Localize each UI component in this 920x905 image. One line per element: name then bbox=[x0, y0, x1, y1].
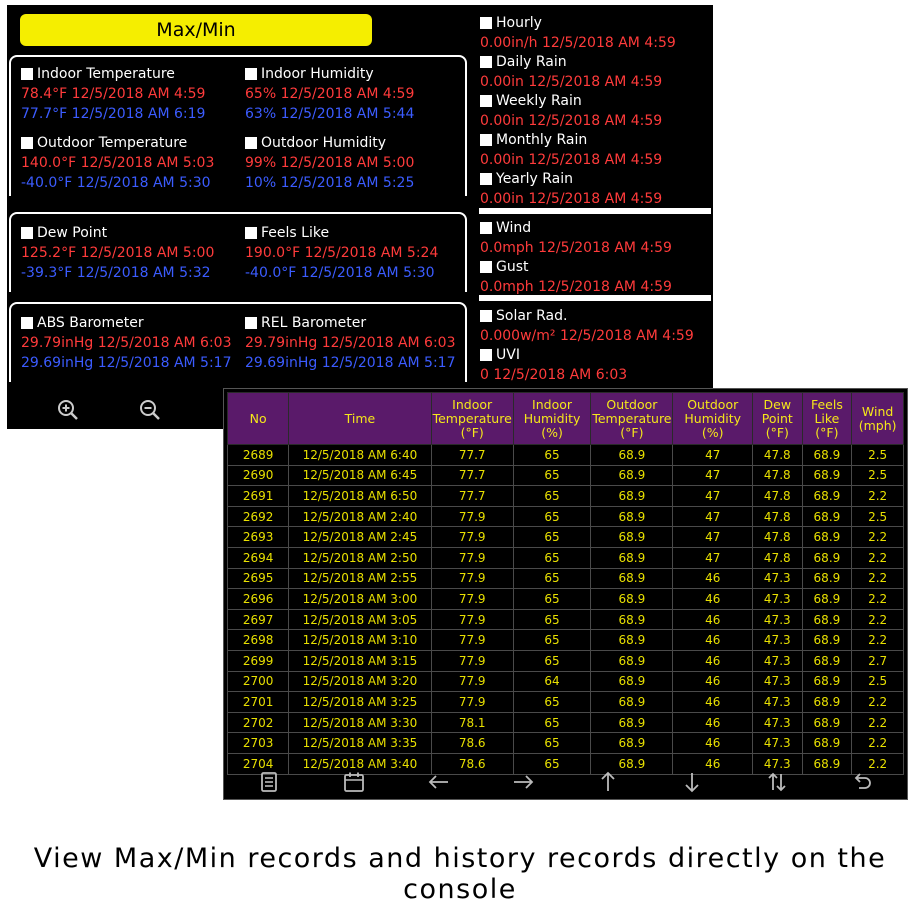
abs-barometer-max: 29.79inHg 12/5/2018 AM 6:03 bbox=[21, 335, 232, 351]
feels-like-label: Feels Like bbox=[261, 225, 330, 241]
cell-no: 2693 bbox=[228, 527, 289, 548]
cell-indoor-humidity: 65 bbox=[513, 733, 591, 754]
weekly-rain-label: Weekly Rain bbox=[496, 93, 582, 109]
cell-outdoor-temp: 68.9 bbox=[591, 589, 673, 610]
cell-wind: 2.2 bbox=[852, 486, 904, 507]
arrow-up-icon[interactable] bbox=[588, 768, 628, 796]
cell-indoor-temp: 77.9 bbox=[431, 671, 513, 692]
uvi-record bbox=[480, 345, 627, 385]
cell-feels-like: 68.9 bbox=[802, 630, 852, 651]
cell-outdoor-humidity: 46 bbox=[673, 733, 753, 754]
history-header-row bbox=[228, 393, 904, 445]
daily-rain-value: 0.00in 12/5/2018 AM 4:59 bbox=[480, 74, 663, 90]
cell-no: 2697 bbox=[228, 609, 289, 630]
cell-time: 12/5/2018 AM 3:30 bbox=[289, 712, 431, 733]
col-header-indoor-temp[interactable]: Indoor Temperature (°F) bbox=[431, 393, 513, 445]
cell-indoor-temp: 77.9 bbox=[431, 692, 513, 713]
cell-feels-like: 68.9 bbox=[802, 692, 852, 713]
col-header-time[interactable]: Time bbox=[289, 393, 431, 445]
col-header-no[interactable]: No bbox=[228, 393, 289, 445]
cell-indoor-humidity: 65 bbox=[513, 609, 591, 630]
cell-no: 2699 bbox=[228, 650, 289, 671]
outdoor-temperature-min: -40.0°F 12/5/2018 AM 5:30 bbox=[21, 175, 211, 191]
col-header-outdoor-humidity[interactable]: Outdoor Humidity (%) bbox=[673, 393, 753, 445]
cell-outdoor-humidity: 47 bbox=[673, 547, 753, 568]
daily-rain-record bbox=[480, 52, 662, 92]
cell-no: 2702 bbox=[228, 712, 289, 733]
history-toolbar bbox=[227, 767, 904, 797]
cell-outdoor-temp: 68.9 bbox=[591, 650, 673, 671]
table-row[interactable] bbox=[228, 650, 904, 671]
cell-indoor-temp: 78.1 bbox=[431, 712, 513, 733]
dew-point-checkbox[interactable] bbox=[21, 227, 33, 239]
solar-radiation-checkbox[interactable] bbox=[480, 310, 492, 322]
cell-indoor-humidity: 65 bbox=[513, 527, 591, 548]
cell-dew-point: 47.3 bbox=[752, 733, 802, 754]
cell-wind: 2.7 bbox=[852, 650, 904, 671]
cell-time: 12/5/2018 AM 3:35 bbox=[289, 733, 431, 754]
cell-time: 12/5/2018 AM 3:10 bbox=[289, 630, 431, 651]
col-header-outdoor-temp[interactable]: Outdoor Temperature (°F) bbox=[591, 393, 673, 445]
cell-wind: 2.5 bbox=[852, 506, 904, 527]
cell-indoor-temp: 77.9 bbox=[431, 506, 513, 527]
table-row[interactable] bbox=[228, 733, 904, 754]
cell-dew-point: 47.8 bbox=[752, 465, 802, 486]
hourly-rain-value: 0.00in/h 12/5/2018 AM 4:59 bbox=[480, 35, 676, 51]
outdoor-humidity-max: 99% 12/5/2018 AM 5:00 bbox=[245, 155, 415, 171]
history-panel bbox=[223, 388, 908, 800]
cell-indoor-temp: 78.6 bbox=[431, 733, 513, 754]
cell-time: 12/5/2018 AM 6:45 bbox=[289, 465, 431, 486]
cell-indoor-humidity: 65 bbox=[513, 753, 591, 774]
gust-label: Gust bbox=[496, 259, 529, 275]
cell-dew-point: 47.3 bbox=[752, 568, 802, 589]
cell-outdoor-humidity: 46 bbox=[673, 609, 753, 630]
cell-wind: 2.5 bbox=[852, 671, 904, 692]
indoor-temperature-min: 77.7°F 12/5/2018 AM 6:19 bbox=[21, 106, 206, 122]
solar-radiation-value: 0.000w/m² 12/5/2018 AM 4:59 bbox=[480, 328, 694, 344]
cell-feels-like: 68.9 bbox=[802, 547, 852, 568]
weekly-rain-record bbox=[480, 91, 662, 131]
outdoor-temperature-label: Outdoor Temperature bbox=[37, 135, 188, 151]
table-row[interactable] bbox=[228, 445, 904, 466]
indoor-temperature-checkbox[interactable] bbox=[21, 68, 33, 80]
table-row[interactable] bbox=[228, 465, 904, 486]
cell-outdoor-temp: 68.9 bbox=[591, 671, 673, 692]
cell-dew-point: 47.3 bbox=[752, 650, 802, 671]
cell-no: 2703 bbox=[228, 733, 289, 754]
cell-time: 12/5/2018 AM 3:15 bbox=[289, 650, 431, 671]
hourly-rain-checkbox[interactable] bbox=[480, 17, 492, 29]
monthly-rain-record bbox=[480, 130, 662, 170]
hourly-rain-record bbox=[480, 13, 676, 53]
cell-wind: 2.2 bbox=[852, 712, 904, 733]
cell-dew-point: 47.8 bbox=[752, 506, 802, 527]
cell-feels-like: 68.9 bbox=[802, 527, 852, 548]
outdoor-humidity-checkbox[interactable] bbox=[245, 137, 257, 149]
outdoor-temperature-record bbox=[21, 133, 214, 193]
cell-wind: 2.2 bbox=[852, 753, 904, 774]
abs-barometer-checkbox[interactable] bbox=[21, 317, 33, 329]
dew-point-record bbox=[21, 223, 214, 283]
cell-outdoor-humidity: 47 bbox=[673, 465, 753, 486]
cell-outdoor-temp: 68.9 bbox=[591, 547, 673, 568]
cell-dew-point: 47.3 bbox=[752, 630, 802, 651]
outdoor-humidity-record bbox=[245, 133, 414, 193]
cell-wind: 2.2 bbox=[852, 630, 904, 651]
cell-time: 12/5/2018 AM 3:05 bbox=[289, 609, 431, 630]
cell-feels-like: 68.9 bbox=[802, 712, 852, 733]
indoor-humidity-label: Indoor Humidity bbox=[261, 66, 374, 82]
cell-no: 2701 bbox=[228, 692, 289, 713]
cell-no: 2690 bbox=[228, 465, 289, 486]
col-header-dew-point[interactable]: Dew Point (°F) bbox=[752, 393, 802, 445]
cell-feels-like: 68.9 bbox=[802, 609, 852, 630]
yearly-rain-label: Yearly Rain bbox=[496, 171, 574, 187]
arrow-right-icon[interactable] bbox=[503, 768, 543, 796]
cell-wind: 2.2 bbox=[852, 733, 904, 754]
gust-record bbox=[480, 257, 672, 297]
cell-dew-point: 47.3 bbox=[752, 712, 802, 733]
history-table bbox=[227, 392, 904, 775]
cell-time: 12/5/2018 AM 3:00 bbox=[289, 589, 431, 610]
cell-indoor-humidity: 65 bbox=[513, 547, 591, 568]
table-row[interactable] bbox=[228, 547, 904, 568]
cell-outdoor-temp: 68.9 bbox=[591, 527, 673, 548]
cell-feels-like: 68.9 bbox=[802, 650, 852, 671]
cell-outdoor-humidity: 46 bbox=[673, 589, 753, 610]
weekly-rain-value: 0.00in 12/5/2018 AM 4:59 bbox=[480, 113, 663, 129]
cell-outdoor-temp: 68.9 bbox=[591, 692, 673, 713]
swap-vertical-icon[interactable] bbox=[757, 768, 797, 796]
cell-outdoor-temp: 68.9 bbox=[591, 630, 673, 651]
indoor-humidity-record bbox=[245, 64, 414, 124]
cell-time: 12/5/2018 AM 3:20 bbox=[289, 671, 431, 692]
cell-indoor-temp: 77.7 bbox=[431, 465, 513, 486]
table-row[interactable] bbox=[228, 568, 904, 589]
cell-indoor-temp: 78.6 bbox=[431, 753, 513, 774]
rain-divider bbox=[479, 208, 711, 214]
cell-no: 2692 bbox=[228, 506, 289, 527]
table-row[interactable] bbox=[228, 609, 904, 630]
cell-wind: 2.5 bbox=[852, 445, 904, 466]
cell-time: 12/5/2018 AM 2:55 bbox=[289, 568, 431, 589]
table-row[interactable] bbox=[228, 527, 904, 548]
wind-label: Wind bbox=[496, 220, 532, 236]
cell-feels-like: 68.9 bbox=[802, 733, 852, 754]
solar-radiation-record bbox=[480, 306, 694, 346]
outdoor-temperature-max: 140.0°F 12/5/2018 AM 5:03 bbox=[21, 155, 215, 171]
calendar-icon[interactable] bbox=[334, 768, 374, 796]
cell-outdoor-humidity: 46 bbox=[673, 692, 753, 713]
max-min-panel bbox=[7, 5, 713, 429]
daily-rain-checkbox[interactable] bbox=[480, 56, 492, 68]
cell-indoor-humidity: 65 bbox=[513, 692, 591, 713]
cell-wind: 2.2 bbox=[852, 547, 904, 568]
cell-outdoor-temp: 68.9 bbox=[591, 609, 673, 630]
outdoor-temperature-checkbox[interactable] bbox=[21, 137, 33, 149]
cell-dew-point: 47.3 bbox=[752, 589, 802, 610]
cell-no: 2704 bbox=[228, 753, 289, 774]
return-icon[interactable] bbox=[842, 768, 882, 796]
arrow-left-icon[interactable] bbox=[419, 768, 459, 796]
cell-wind: 2.2 bbox=[852, 527, 904, 548]
abs-barometer-label: ABS Barometer bbox=[37, 315, 144, 331]
feels-like-min: -40.0°F 12/5/2018 AM 5:30 bbox=[245, 265, 435, 281]
uvi-value: 0 12/5/2018 AM 6:03 bbox=[480, 367, 628, 383]
table-row[interactable] bbox=[228, 712, 904, 733]
table-row[interactable] bbox=[228, 630, 904, 651]
cell-outdoor-temp: 68.9 bbox=[591, 445, 673, 466]
monthly-rain-value: 0.00in 12/5/2018 AM 4:59 bbox=[480, 152, 663, 168]
cell-outdoor-temp: 68.9 bbox=[591, 733, 673, 754]
cell-feels-like: 68.9 bbox=[802, 671, 852, 692]
cell-indoor-temp: 77.7 bbox=[431, 486, 513, 507]
cell-no: 2695 bbox=[228, 568, 289, 589]
abs-barometer-min: 29.69inHg 12/5/2018 AM 5:17 bbox=[21, 355, 232, 371]
col-header-feels-like[interactable]: Feels Like (°F) bbox=[802, 393, 852, 445]
cell-outdoor-temp: 68.9 bbox=[591, 465, 673, 486]
max-min-title-button[interactable]: Max/Min bbox=[20, 14, 372, 46]
indoor-temperature-max: 78.4°F 12/5/2018 AM 4:59 bbox=[21, 86, 206, 102]
cell-outdoor-humidity: 46 bbox=[673, 753, 753, 774]
cell-outdoor-humidity: 47 bbox=[673, 527, 753, 548]
list-icon[interactable] bbox=[249, 768, 289, 796]
yearly-rain-checkbox[interactable] bbox=[480, 173, 492, 185]
table-row[interactable] bbox=[228, 506, 904, 527]
zoom-in-icon[interactable] bbox=[56, 398, 80, 422]
cell-wind: 2.2 bbox=[852, 609, 904, 630]
cell-dew-point: 47.8 bbox=[752, 527, 802, 548]
yearly-rain-record bbox=[480, 169, 662, 209]
cell-outdoor-humidity: 47 bbox=[673, 506, 753, 527]
abs-barometer-record bbox=[21, 313, 232, 373]
gust-checkbox[interactable] bbox=[480, 261, 492, 273]
dew-point-min: -39.3°F 12/5/2018 AM 5:32 bbox=[21, 265, 211, 281]
history-table-body bbox=[228, 445, 904, 775]
col-header-indoor-humidity[interactable]: Indoor Humidity (%) bbox=[513, 393, 591, 445]
cell-wind: 2.2 bbox=[852, 692, 904, 713]
feels-like-max: 190.0°F 12/5/2018 AM 5:24 bbox=[245, 245, 439, 261]
cell-outdoor-humidity: 46 bbox=[673, 712, 753, 733]
cell-indoor-temp: 77.9 bbox=[431, 547, 513, 568]
cell-outdoor-temp: 68.9 bbox=[591, 568, 673, 589]
cell-indoor-temp: 77.9 bbox=[431, 630, 513, 651]
cell-outdoor-temp: 68.9 bbox=[591, 506, 673, 527]
cell-wind: 2.2 bbox=[852, 589, 904, 610]
cell-indoor-temp: 77.9 bbox=[431, 650, 513, 671]
rel-barometer-min: 29.69inHg 12/5/2018 AM 5:17 bbox=[245, 355, 456, 371]
cell-outdoor-humidity: 46 bbox=[673, 568, 753, 589]
indoor-humidity-checkbox[interactable] bbox=[245, 68, 257, 80]
cell-indoor-humidity: 65 bbox=[513, 589, 591, 610]
wind-value: 0.0mph 12/5/2018 AM 4:59 bbox=[480, 240, 672, 256]
cell-indoor-temp: 77.9 bbox=[431, 527, 513, 548]
dew-point-max: 125.2°F 12/5/2018 AM 5:00 bbox=[21, 245, 215, 261]
indoor-temperature-record bbox=[21, 64, 205, 124]
col-header-wind[interactable]: Wind (mph) bbox=[852, 393, 904, 445]
caption-text: View Max/Min records and history records directly on the console bbox=[33, 843, 887, 905]
cell-indoor-humidity: 65 bbox=[513, 465, 591, 486]
table-row[interactable] bbox=[228, 486, 904, 507]
table-row[interactable] bbox=[228, 692, 904, 713]
cell-feels-like: 68.9 bbox=[802, 753, 852, 774]
cell-outdoor-temp: 68.9 bbox=[591, 712, 673, 733]
cell-time: 12/5/2018 AM 3:40 bbox=[289, 753, 431, 774]
cell-feels-like: 68.9 bbox=[802, 568, 852, 589]
cell-time: 12/5/2018 AM 3:25 bbox=[289, 692, 431, 713]
cell-outdoor-humidity: 46 bbox=[673, 630, 753, 651]
cell-indoor-humidity: 65 bbox=[513, 445, 591, 466]
cell-no: 2689 bbox=[228, 445, 289, 466]
cell-time: 12/5/2018 AM 6:50 bbox=[289, 486, 431, 507]
cell-outdoor-temp: 68.9 bbox=[591, 753, 673, 774]
rel-barometer-max: 29.79inHg 12/5/2018 AM 6:03 bbox=[245, 335, 456, 351]
cell-feels-like: 68.9 bbox=[802, 465, 852, 486]
cell-outdoor-temp: 68.9 bbox=[591, 486, 673, 507]
solar-radiation-label: Solar Rad. bbox=[496, 308, 568, 324]
cell-indoor-temp: 77.7 bbox=[431, 445, 513, 466]
feels-like-record bbox=[245, 223, 438, 283]
cell-outdoor-humidity: 46 bbox=[673, 650, 753, 671]
uvi-label: UVI bbox=[496, 347, 520, 363]
arrow-down-icon[interactable] bbox=[672, 768, 712, 796]
cell-wind: 2.5 bbox=[852, 465, 904, 486]
cell-outdoor-humidity: 46 bbox=[673, 671, 753, 692]
rel-barometer-checkbox[interactable] bbox=[245, 317, 257, 329]
cell-outdoor-humidity: 47 bbox=[673, 445, 753, 466]
daily-rain-label: Daily Rain bbox=[496, 54, 567, 70]
cell-dew-point: 47.3 bbox=[752, 671, 802, 692]
wind-checkbox[interactable] bbox=[480, 222, 492, 234]
indoor-humidity-max: 65% 12/5/2018 AM 4:59 bbox=[245, 86, 415, 102]
cell-dew-point: 47.8 bbox=[752, 445, 802, 466]
table-row[interactable] bbox=[228, 671, 904, 692]
cell-indoor-humidity: 65 bbox=[513, 568, 591, 589]
cell-dew-point: 47.3 bbox=[752, 692, 802, 713]
rel-barometer-record bbox=[245, 313, 456, 373]
outdoor-humidity-label: Outdoor Humidity bbox=[261, 135, 387, 151]
cell-time: 12/5/2018 AM 6:40 bbox=[289, 445, 431, 466]
cell-indoor-humidity: 65 bbox=[513, 630, 591, 651]
monthly-rain-label: Monthly Rain bbox=[496, 132, 588, 148]
zoom-out-icon[interactable] bbox=[138, 398, 162, 422]
cell-indoor-humidity: 64 bbox=[513, 671, 591, 692]
cell-indoor-humidity: 65 bbox=[513, 712, 591, 733]
cell-no: 2696 bbox=[228, 589, 289, 610]
hourly-rain-label: Hourly bbox=[496, 15, 542, 31]
cell-indoor-temp: 77.9 bbox=[431, 609, 513, 630]
cell-dew-point: 47.3 bbox=[752, 609, 802, 630]
gust-value: 0.0mph 12/5/2018 AM 4:59 bbox=[480, 279, 672, 295]
rel-barometer-label: REL Barometer bbox=[261, 315, 367, 331]
cell-indoor-temp: 77.9 bbox=[431, 568, 513, 589]
cell-outdoor-humidity: 47 bbox=[673, 486, 753, 507]
monthly-rain-checkbox[interactable] bbox=[480, 134, 492, 146]
cell-wind: 2.2 bbox=[852, 568, 904, 589]
feels-like-checkbox[interactable] bbox=[245, 227, 257, 239]
cell-dew-point: 47.8 bbox=[752, 547, 802, 568]
cell-time: 12/5/2018 AM 2:40 bbox=[289, 506, 431, 527]
dew-point-label: Dew Point bbox=[37, 225, 108, 241]
indoor-humidity-min: 63% 12/5/2018 AM 5:44 bbox=[245, 106, 415, 122]
cell-feels-like: 68.9 bbox=[802, 506, 852, 527]
cell-no: 2691 bbox=[228, 486, 289, 507]
cell-no: 2700 bbox=[228, 671, 289, 692]
indoor-temperature-label: Indoor Temperature bbox=[37, 66, 175, 82]
yearly-rain-value: 0.00in 12/5/2018 AM 4:59 bbox=[480, 191, 663, 207]
cell-time: 12/5/2018 AM 2:50 bbox=[289, 547, 431, 568]
cell-indoor-humidity: 65 bbox=[513, 650, 591, 671]
cell-dew-point: 47.8 bbox=[752, 486, 802, 507]
uvi-checkbox[interactable] bbox=[480, 349, 492, 361]
cell-feels-like: 68.9 bbox=[802, 486, 852, 507]
table-row[interactable] bbox=[228, 589, 904, 610]
cell-no: 2698 bbox=[228, 630, 289, 651]
cell-dew-point: 47.3 bbox=[752, 753, 802, 774]
cell-indoor-humidity: 65 bbox=[513, 486, 591, 507]
wind-record bbox=[480, 218, 672, 258]
wind-divider bbox=[479, 295, 711, 301]
cell-time: 12/5/2018 AM 2:45 bbox=[289, 527, 431, 548]
cell-feels-like: 68.9 bbox=[802, 589, 852, 610]
outdoor-humidity-min: 10% 12/5/2018 AM 5:25 bbox=[245, 175, 415, 191]
cell-no: 2694 bbox=[228, 547, 289, 568]
weekly-rain-checkbox[interactable] bbox=[480, 95, 492, 107]
cell-indoor-temp: 77.9 bbox=[431, 589, 513, 610]
cell-indoor-humidity: 65 bbox=[513, 506, 591, 527]
cell-feels-like: 68.9 bbox=[802, 445, 852, 466]
